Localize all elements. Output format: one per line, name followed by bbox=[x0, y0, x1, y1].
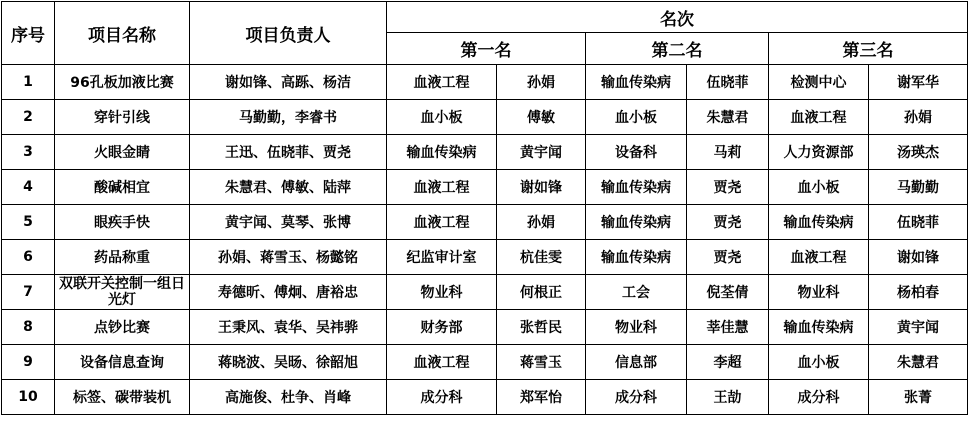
second-name-cell: 贾尧 bbox=[687, 170, 769, 205]
third-dept-cell: 输血传染病 bbox=[769, 205, 869, 240]
second-dept-cell: 信息部 bbox=[586, 345, 687, 380]
owner-cell: 蒋晓波、吴旸、徐韶旭 bbox=[190, 345, 387, 380]
owner-cell: 马勤勤，李睿书 bbox=[190, 100, 387, 135]
seq-cell: 10 bbox=[2, 380, 55, 415]
seq-cell: 3 bbox=[2, 135, 55, 170]
owner-cell: 朱慧君、傅敏、陆萍 bbox=[190, 170, 387, 205]
second-name-cell: 莘佳慧 bbox=[687, 310, 769, 345]
second-name-cell: 朱慧君 bbox=[687, 100, 769, 135]
header-owner: 项目负责人 bbox=[190, 2, 387, 65]
table-row bbox=[2, 100, 968, 135]
third-dept-cell: 成分科 bbox=[769, 380, 869, 415]
first-name-cell: 蒋雪玉 bbox=[497, 345, 586, 380]
first-name-cell: 傅敏 bbox=[497, 100, 586, 135]
second-name-cell: 倪荃倩 bbox=[687, 275, 769, 310]
project-cell: 设备信息查询 bbox=[55, 345, 190, 380]
first-name-cell: 孙娟 bbox=[497, 65, 586, 100]
project-cell: 双联开关控制一组日光灯 bbox=[55, 275, 190, 310]
project-cell: 标签、碳带装机 bbox=[55, 380, 190, 415]
first-dept-cell: 血液工程 bbox=[387, 205, 497, 240]
header-second-place: 第二名 bbox=[586, 33, 769, 65]
first-dept-cell: 血小板 bbox=[387, 100, 497, 135]
second-dept-cell: 成分科 bbox=[586, 380, 687, 415]
first-name-cell: 杭佳雯 bbox=[497, 240, 586, 275]
table-row bbox=[2, 65, 968, 100]
project-cell: 点钞比赛 bbox=[55, 310, 190, 345]
table-row bbox=[2, 170, 968, 205]
owner-cell: 黄宇闻、莫琴、张博 bbox=[190, 205, 387, 240]
table-row bbox=[2, 310, 968, 345]
third-name-cell: 黄宇闻 bbox=[869, 310, 968, 345]
owner-cell: 寿德昕、傅炯、唐裕忠 bbox=[190, 275, 387, 310]
seq-cell: 7 bbox=[2, 275, 55, 310]
seq-cell: 8 bbox=[2, 310, 55, 345]
owner-cell: 王迅、伍晓菲、贾尧 bbox=[190, 135, 387, 170]
second-dept-cell: 输血传染病 bbox=[586, 170, 687, 205]
project-cell: 96孔板加液比赛 bbox=[55, 65, 190, 100]
owner-cell: 高施俊、杜争、肖峰 bbox=[190, 380, 387, 415]
first-dept-cell: 纪监审计室 bbox=[387, 240, 497, 275]
third-name-cell: 朱慧君 bbox=[869, 345, 968, 380]
third-dept-cell: 人力资源部 bbox=[769, 135, 869, 170]
project-cell: 酸碱相宜 bbox=[55, 170, 190, 205]
third-name-cell: 谢如锋 bbox=[869, 240, 968, 275]
second-name-cell: 王劼 bbox=[687, 380, 769, 415]
third-name-cell: 汤瑛杰 bbox=[869, 135, 968, 170]
third-dept-cell: 血液工程 bbox=[769, 100, 869, 135]
owner-cell: 孙娟、蒋雪玉、杨懿铭 bbox=[190, 240, 387, 275]
owner-cell: 王秉风、袁华、吴祎骅 bbox=[190, 310, 387, 345]
first-name-cell: 黄宇闻 bbox=[497, 135, 586, 170]
seq-cell: 1 bbox=[2, 65, 55, 100]
header-seq: 序号 bbox=[2, 2, 55, 65]
second-name-cell: 李超 bbox=[687, 345, 769, 380]
second-dept-cell: 物业科 bbox=[586, 310, 687, 345]
third-dept-cell: 物业科 bbox=[769, 275, 869, 310]
first-name-cell: 谢如锋 bbox=[497, 170, 586, 205]
third-dept-cell: 检测中心 bbox=[769, 65, 869, 100]
second-dept-cell: 设备科 bbox=[586, 135, 687, 170]
second-name-cell: 伍晓菲 bbox=[687, 65, 769, 100]
third-dept-cell: 输血传染病 bbox=[769, 310, 869, 345]
table-row bbox=[2, 345, 968, 380]
third-name-cell: 孙娟 bbox=[869, 100, 968, 135]
header-project-name: 项目名称 bbox=[55, 2, 190, 65]
first-dept-cell: 物业科 bbox=[387, 275, 497, 310]
table-row bbox=[2, 240, 968, 275]
first-dept-cell: 血液工程 bbox=[387, 170, 497, 205]
third-name-cell: 马勤勤 bbox=[869, 170, 968, 205]
first-name-cell: 孙娟 bbox=[497, 205, 586, 240]
third-name-cell: 杨柏春 bbox=[869, 275, 968, 310]
results-table bbox=[1, 1, 968, 415]
table-row bbox=[2, 275, 968, 310]
header-third-place: 第三名 bbox=[769, 33, 968, 65]
table-row bbox=[2, 205, 968, 240]
third-dept-cell: 血小板 bbox=[769, 170, 869, 205]
seq-cell: 2 bbox=[2, 100, 55, 135]
first-name-cell: 张哲民 bbox=[497, 310, 586, 345]
second-name-cell: 贾尧 bbox=[687, 240, 769, 275]
project-cell: 穿针引线 bbox=[55, 100, 190, 135]
first-name-cell: 郑军怡 bbox=[497, 380, 586, 415]
first-dept-cell: 血液工程 bbox=[387, 65, 497, 100]
seq-cell: 6 bbox=[2, 240, 55, 275]
third-name-cell: 张菁 bbox=[869, 380, 968, 415]
first-dept-cell: 财务部 bbox=[387, 310, 497, 345]
second-name-cell: 贾尧 bbox=[687, 205, 769, 240]
header-ranking: 名次 bbox=[387, 2, 968, 33]
third-name-cell: 谢军华 bbox=[869, 65, 968, 100]
second-dept-cell: 输血传染病 bbox=[586, 205, 687, 240]
seq-cell: 5 bbox=[2, 205, 55, 240]
third-dept-cell: 血液工程 bbox=[769, 240, 869, 275]
second-name-cell: 马莉 bbox=[687, 135, 769, 170]
header-first-place: 第一名 bbox=[387, 33, 586, 65]
first-dept-cell: 成分科 bbox=[387, 380, 497, 415]
owner-cell: 谢如锋、高跞、杨洁 bbox=[190, 65, 387, 100]
second-dept-cell: 输血传染病 bbox=[586, 65, 687, 100]
second-dept-cell: 输血传染病 bbox=[586, 240, 687, 275]
first-name-cell: 何根正 bbox=[497, 275, 586, 310]
project-cell: 药品称重 bbox=[55, 240, 190, 275]
table-row bbox=[2, 380, 968, 415]
project-cell: 火眼金睛 bbox=[55, 135, 190, 170]
table-row bbox=[2, 135, 968, 170]
third-name-cell: 伍晓菲 bbox=[869, 205, 968, 240]
second-dept-cell: 血小板 bbox=[586, 100, 687, 135]
first-dept-cell: 血液工程 bbox=[387, 345, 497, 380]
third-dept-cell: 血小板 bbox=[769, 345, 869, 380]
second-dept-cell: 工会 bbox=[586, 275, 687, 310]
seq-cell: 9 bbox=[2, 345, 55, 380]
seq-cell: 4 bbox=[2, 170, 55, 205]
first-dept-cell: 输血传染病 bbox=[387, 135, 497, 170]
project-cell: 眼疾手快 bbox=[55, 205, 190, 240]
